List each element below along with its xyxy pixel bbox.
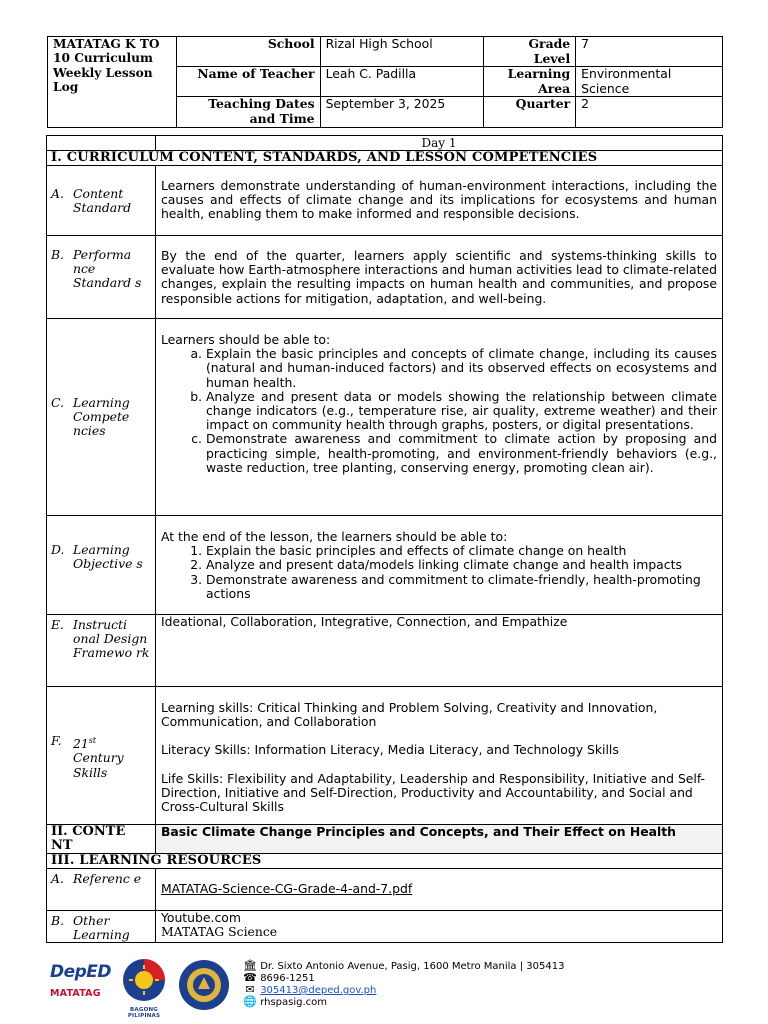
other-resource-2: MATATAG Science: [160, 924, 278, 940]
life-skills: Life Skills: Flexibility and Adaptability, Leadership and Responsibility, Initiative and Self-Direction, Initiative and Self-Direction, Productivity and Accountability, and Social and Cross-Cultural Skills: [160, 770, 706, 815]
competencies-intro: Learners should be able to:: [160, 332, 331, 347]
references-cell: [155, 869, 722, 911]
email-icon: ✉: [245, 983, 255, 996]
content-standard-label: A. Content Standard: [47, 166, 156, 236]
skills-cell: [155, 687, 722, 825]
other-resources-label: B. Other Learning: [47, 911, 156, 943]
bagong-pilipinas-seal-icon: [114, 957, 174, 1003]
other-resource-1: Youtube.com: [160, 910, 241, 925]
teacher-value: Leah C. Padilla: [320, 67, 484, 97]
content-text: Basic Climate Change Principles and Concepts, and Their Effect on Health: [155, 825, 722, 854]
globe-icon: 🌐: [243, 995, 257, 1008]
framework-text: Ideational, Collaboration, Integrative, Connection, and Empathize: [155, 615, 722, 687]
log-title: MATATAG K TO 10 Curriculum Weekly Lesson Log: [48, 37, 177, 128]
learning-skills: Learning skills: Critical Thinking and Problem Solving, Creativity and Innovation, Communication, and Collaboration: [160, 700, 658, 730]
competencies-label: C. Learning Compete ncies: [47, 319, 156, 516]
performance-standard-text: By the end of the quarter, learners apply scientific and systems-thinking skills to evaluate how Earth-atmosphere interactions and human activities lead to climate-related changes, explain the resulting impacts on human health and communities, and propose responsible actions for mitigation, adaptation, and well-being.: [155, 236, 722, 319]
reference-link[interactable]: MATATAG-Science-CG-Grade-4-and-7.pdf: [160, 881, 413, 896]
deped-seal-icon: [176, 959, 232, 1011]
footer-address-line: 🏛 Dr. Sixto Antonio Avenue, Pasig, 1600 Metro Manila | 305413: [243, 959, 565, 972]
email-link[interactable]: 305413@deped.gov.ph: [260, 985, 377, 996]
list-item: b. Analyze and present data or models showing the relationship between climate change indicators (e.g., temperature rise, air quality, extreme weather) and their impact on community health through graphs, posters, or digital presentations.: [206, 390, 717, 433]
school-label: School: [176, 37, 320, 67]
grade-label: Grade Level: [484, 37, 576, 67]
day-header: Day 1: [155, 136, 722, 151]
footer-web-line: 🌐 rhspasig.com: [243, 995, 328, 1008]
deped-logo: DepED MATATAG: [50, 962, 112, 999]
section-1-title: I. CURRICULUM CONTENT, STANDARDS, AND LESSON COMPETENCIES: [47, 151, 723, 166]
competencies-cell: [155, 319, 722, 516]
area-label: Learning Area: [484, 67, 576, 97]
objectives-label: D. Learning Objective s: [47, 516, 156, 615]
header-table: [47, 36, 723, 128]
performance-standard-label: B. Performa nce Standard s: [47, 236, 156, 319]
phone-icon: ☎: [243, 971, 257, 984]
list-item: 3. Demonstrate awareness and commitment to climate-friendly, health-promoting actions: [206, 573, 717, 601]
skills-label: F. 21st Century Skills: [47, 687, 156, 825]
content-label: II. CONTE NT: [47, 825, 156, 854]
framework-label: E. Instructi onal Design Framewo rk: [47, 615, 156, 687]
quarter-value: 2: [576, 97, 723, 127]
bagong-pilipinas-logo: BAGONG PILIPINAS: [114, 957, 174, 1013]
footer: [0, 954, 768, 1019]
content-standard-text: Learners demonstrate understanding of human-environment interactions, including the causes and effects of climate change and its implications for ecosystems and human health, enabling them to make informed and responsible decisions.: [155, 166, 722, 236]
quarter-label: Quarter: [484, 97, 576, 127]
objectives-intro: At the end of the lesson, the learners should be able to:: [160, 529, 508, 544]
dates-value: September 3, 2025: [320, 97, 484, 127]
footer-phone-line: ☎ 8696-1251: [243, 971, 315, 984]
literacy-skills: Literacy Skills: Information Literacy, Media Literacy, and Technology Skills: [160, 742, 619, 758]
matatag-logo: MATATAG: [50, 988, 101, 999]
school-value: Rizal High School: [320, 37, 484, 67]
building-icon: 🏛: [243, 959, 257, 972]
other-resources-cell: [155, 911, 722, 943]
section-3-title: III. LEARNING RESOURCES: [47, 854, 723, 869]
list-item: 2. Analyze and present data/models linking climate change and health impacts: [206, 558, 717, 572]
teacher-label: Name of Teacher: [176, 67, 320, 97]
references-label: A. Referenc e: [47, 869, 156, 911]
competencies-list: [161, 347, 717, 475]
grade-value: 7: [576, 37, 723, 67]
list-item: a. Explain the basic principles and concepts of climate change, including its causes (natural and human-induced factors) and its observed effects on ecosystems and human health.: [206, 347, 717, 390]
objectives-cell: [155, 516, 722, 615]
lesson-table: [46, 135, 723, 943]
area-value: Environmental Science: [576, 67, 723, 97]
objectives-list: [161, 544, 717, 601]
list-item: 1. Explain the basic principles and effects of climate change on health: [206, 544, 717, 558]
dates-label: Teaching Dates and Time: [176, 97, 320, 127]
list-item: c. Demonstrate awareness and commitment to climate action by proposing and practicing simple, health-promoting, and environment-friendly behaviors (e.g., waste reduction, tree planting, conserving energy, promoting clean air).: [206, 432, 717, 475]
